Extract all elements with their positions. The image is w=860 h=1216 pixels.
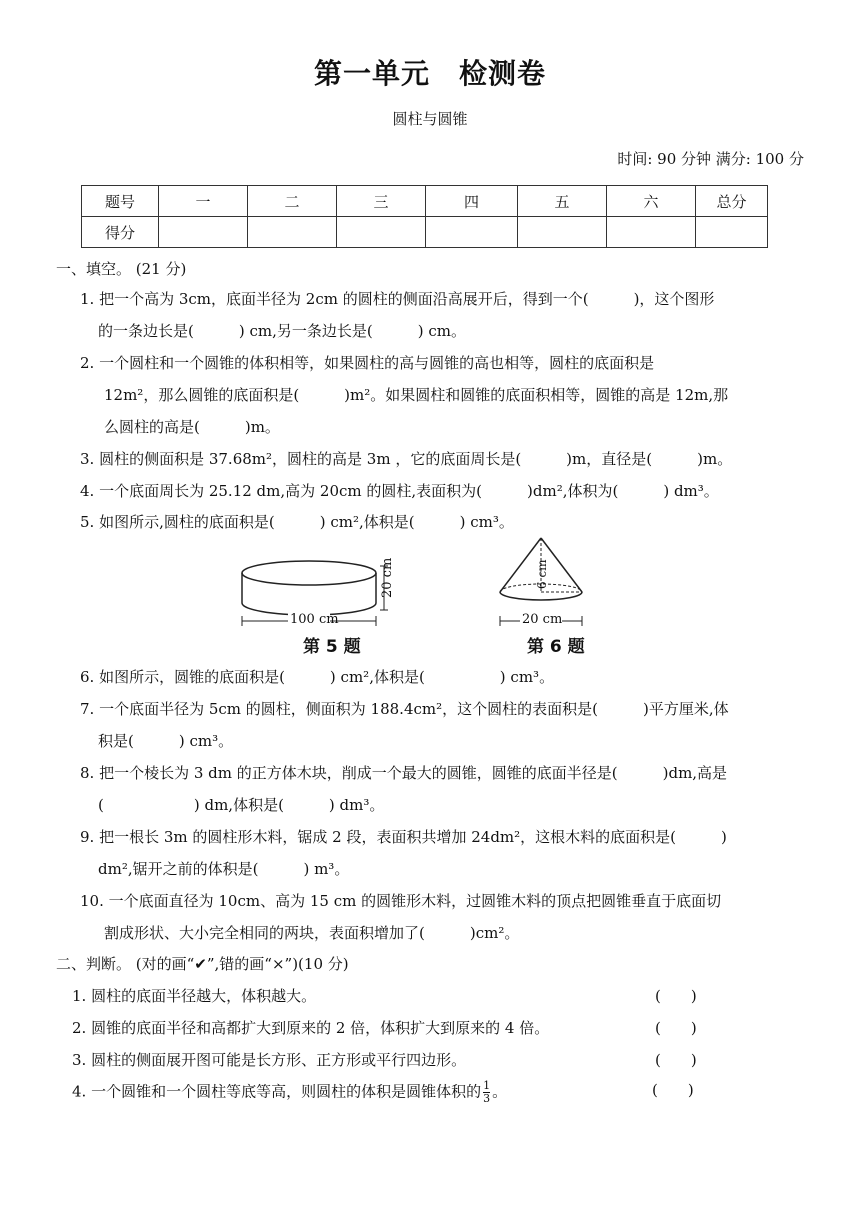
judge-question-4-tail: 。 xyxy=(492,1082,508,1101)
time-info: 时间: 90 分钟 满分: 100 分 xyxy=(617,150,804,168)
question-3: 3. 圆柱的侧面积是 37.68m²，圆柱的高是 3m ，它的底面周长是( )m，直径是( )m。 xyxy=(80,450,733,468)
question-10-line-1: 10. 一个底面直径为 10cm、高为 15 cm 的圆锥形木料，过圆锥木料的顶点把圆锥垂直于底面切 xyxy=(80,892,722,910)
question-10-line-2: 割成形状、大小完全相同的两块，表面积增加了( )cm²。 xyxy=(104,924,520,942)
judge-question-2: 2. 圆锥的底面半径和高都扩大到原来的 2 倍，体积扩大到原来的 4 倍。 xyxy=(72,1019,550,1037)
question-2-line-2: 12m²，那么圆锥的底面积是( )m²。如果圆柱和圆锥的底面积相等，圆锥的高是 12m,那 xyxy=(104,386,729,404)
question-7-line-1: 7. 一个底面半径为 5cm 的圆柱，侧面积为 188.4cm²，这个圆柱的表面积是( )平方厘米,体 xyxy=(80,700,729,718)
judge-answer-bracket-2[interactable]: ( ) xyxy=(655,1019,697,1037)
score-header-cell: 四 xyxy=(426,186,518,217)
fraction-numerator: 1 xyxy=(483,1079,491,1092)
score-header-cell: 题号 xyxy=(82,186,159,217)
question-9-line-1: 9. 把一根长 3m 的圆柱形木料，锯成 2 段，表面积共增加 24dm²，这根木料的底面积是( ) xyxy=(80,828,727,846)
score-header-cell: 五 xyxy=(518,186,607,217)
fraction-denominator: 3 xyxy=(483,1092,491,1105)
score-table-score-row xyxy=(82,217,768,248)
page-subtitle: 圆柱与圆锥 xyxy=(392,110,468,128)
score-header-cell: 二 xyxy=(248,186,337,217)
score-header-cell: 一 xyxy=(159,186,248,217)
score-header-cell: 总分 xyxy=(696,186,768,217)
score-cell[interactable] xyxy=(518,217,607,248)
judge-question-4 xyxy=(72,1080,507,1105)
section-judge-title: 二、判断。 (对的画“✔”,错的画“×”)(10 分) xyxy=(56,955,349,973)
judge-question-4-text: 4. 一个圆锥和一个圆柱等底等高，则圆柱的体积是圆锥体积的 xyxy=(72,1082,482,1101)
question-9-line-2: dm²,锯开之前的体积是( ) m³。 xyxy=(98,860,350,878)
score-header-cell: 六 xyxy=(607,186,696,217)
question-8-line-1: 8. 把一个棱长为 3 dm 的正方体木块，削成一个最大的圆锥，圆锥的底面半径是( )dm,高是 xyxy=(80,764,728,782)
question-6: 6. 如图所示，圆锥的底面积是( ) cm²,体积是( ) cm³。 xyxy=(80,668,555,686)
question-5: 5. 如图所示,圆柱的底面积是( ) cm²,体积是( ) cm³。 xyxy=(80,513,514,531)
cylinder-height-label: 20 cm xyxy=(380,557,395,598)
score-cell[interactable] xyxy=(696,217,768,248)
question-7-line-2: 积是( ) cm³。 xyxy=(98,732,234,750)
fraction xyxy=(483,1080,490,1105)
question-1-line-2: 的一条边长是( ) cm,另一条边长是( ) cm。 xyxy=(98,322,466,340)
score-table xyxy=(81,185,768,248)
score-cell[interactable] xyxy=(159,217,248,248)
score-header-cell: 三 xyxy=(337,186,426,217)
score-table-header-row xyxy=(82,186,768,217)
question-2-line-3: 么圆柱的高是( )m。 xyxy=(104,418,280,436)
judge-answer-bracket-4[interactable]: ( ) xyxy=(652,1081,694,1099)
judge-question-1: 1. 圆柱的底面半径越大，体积越大。 xyxy=(72,987,317,1005)
cylinder-width-label: 100 cm xyxy=(290,612,339,627)
question-1-line-1: 1. 把一个高为 3cm，底面半径为 2cm 的圆柱的侧面沿高展开后，得到一个( )，这个图形 xyxy=(80,290,715,308)
question-2-line-1: 2. 一个圆柱和一个圆锥的体积相等，如果圆柱的高与圆锥的高也相等，圆柱的底面积是 xyxy=(80,354,655,372)
judge-question-3: 3. 圆柱的侧面展开图可能是长方形、正方形或平行四边形。 xyxy=(72,1051,467,1069)
judge-answer-bracket-3[interactable]: ( ) xyxy=(655,1051,697,1069)
score-cell[interactable] xyxy=(607,217,696,248)
score-cell[interactable] xyxy=(248,217,337,248)
score-row-label: 得分 xyxy=(82,217,159,248)
question-4: 4. 一个底面周长为 25.12 dm,高为 20cm 的圆柱,表面积为( )dm²,体积为( ) dm³。 xyxy=(80,482,719,500)
figure-6-caption: 第 6 题 xyxy=(527,637,585,657)
judge-answer-bracket-1[interactable]: ( ) xyxy=(655,987,697,1005)
cone-base-label: 20 cm xyxy=(522,612,563,627)
question-8-line-2: ( ) dm,体积是( ) dm³。 xyxy=(98,796,385,814)
score-cell[interactable] xyxy=(426,217,518,248)
page-title: 第一单元 检测卷 xyxy=(313,57,546,90)
cone-height-label: 6 cm xyxy=(535,559,549,589)
section-fill-blank-title: 一、填空。 (21 分) xyxy=(56,260,187,278)
score-cell[interactable] xyxy=(337,217,426,248)
figure-5-caption: 第 5 题 xyxy=(303,637,361,657)
